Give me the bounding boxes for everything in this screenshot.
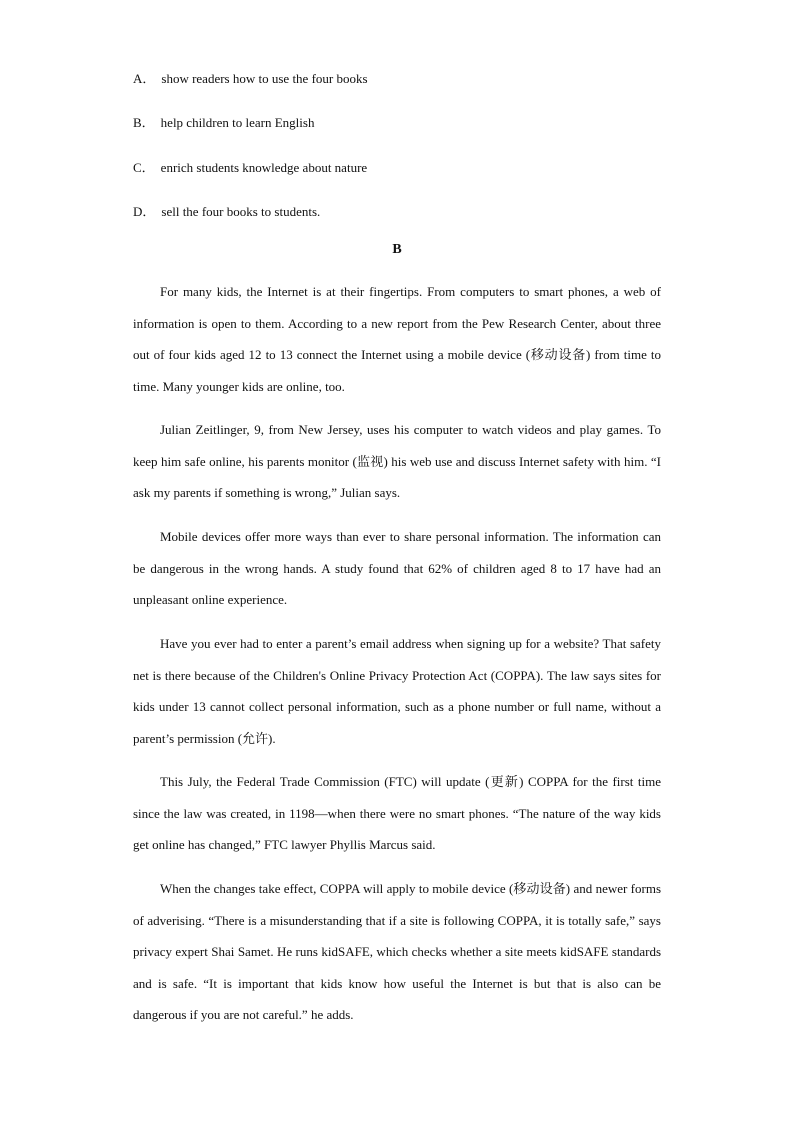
option-letter: C． — [133, 160, 155, 175]
option-a — [133, 68, 368, 87]
paragraph-5: This July, the Federal Trade Commission (FTC) will update (更新) COPPA for the first time since the law was created, in 1198—when there were no smart phones. “The nature of the way kids get online has changed,” FTC lawyer Phyllis Marcus said. — [133, 774, 661, 852]
option-c — [133, 157, 367, 176]
option-text: sell the four books to students. — [161, 204, 321, 219]
option-letter: A． — [133, 71, 156, 86]
option-letter: D． — [133, 204, 156, 219]
paragraph-6: When the changes take effect, COPPA will apply to mobile device (移动设备) and newer forms of adverising. “There is a misunderstanding that if a site is following COPPA, it is totally safe,” says privacy expert Shai Samet. He runs kidSAFE, which checks whether a site meets kidSAFE standards and is safe. “It is important that kids know how useful the Internet is but that is also can be dangerous if you are not careful.” he adds. — [133, 881, 661, 1022]
section-title: B — [392, 242, 402, 257]
option-text: show readers how to use the four books — [161, 71, 368, 86]
paragraph-2: Julian Zeitlinger, 9, from New Jersey, uses his computer to watch videos and play games. To keep him safe online, his parents monitor (监视) his web use and discuss Internet safety with him. “I ask my parents if something is wrong,” Julian says. — [133, 422, 661, 500]
paragraph-4: Have you ever had to enter a parent’s email address when signing up for a website? That safety net is there because of the Children's Online Privacy Protection Act (COPPA). The law says sites for kids under 13 cannot collect personal information, such as a phone number or full name, without a parent’s permission (允许). — [133, 636, 661, 746]
option-text: enrich students knowledge about nature — [160, 160, 368, 175]
option-letter: B． — [133, 115, 155, 130]
paragraph-1: For many kids, the Internet is at their fingertips. From computers to smart phones, a web of information is open to them. According to a new report from the Pew Research Center, about three out of four kids aged 12 to 13 connect the Internet using a mobile device (移动设备) from time to time. Many younger kids are online, too. — [133, 284, 661, 394]
option-text: help children to learn English — [160, 115, 315, 130]
paragraph-3: Mobile devices offer more ways than ever to share personal information. The information can be dangerous in the wrong hands. A study found that 62% of children aged 8 to 17 have had an unpleasant online experience. — [133, 529, 661, 607]
option-d — [133, 201, 320, 220]
option-b — [133, 112, 314, 131]
